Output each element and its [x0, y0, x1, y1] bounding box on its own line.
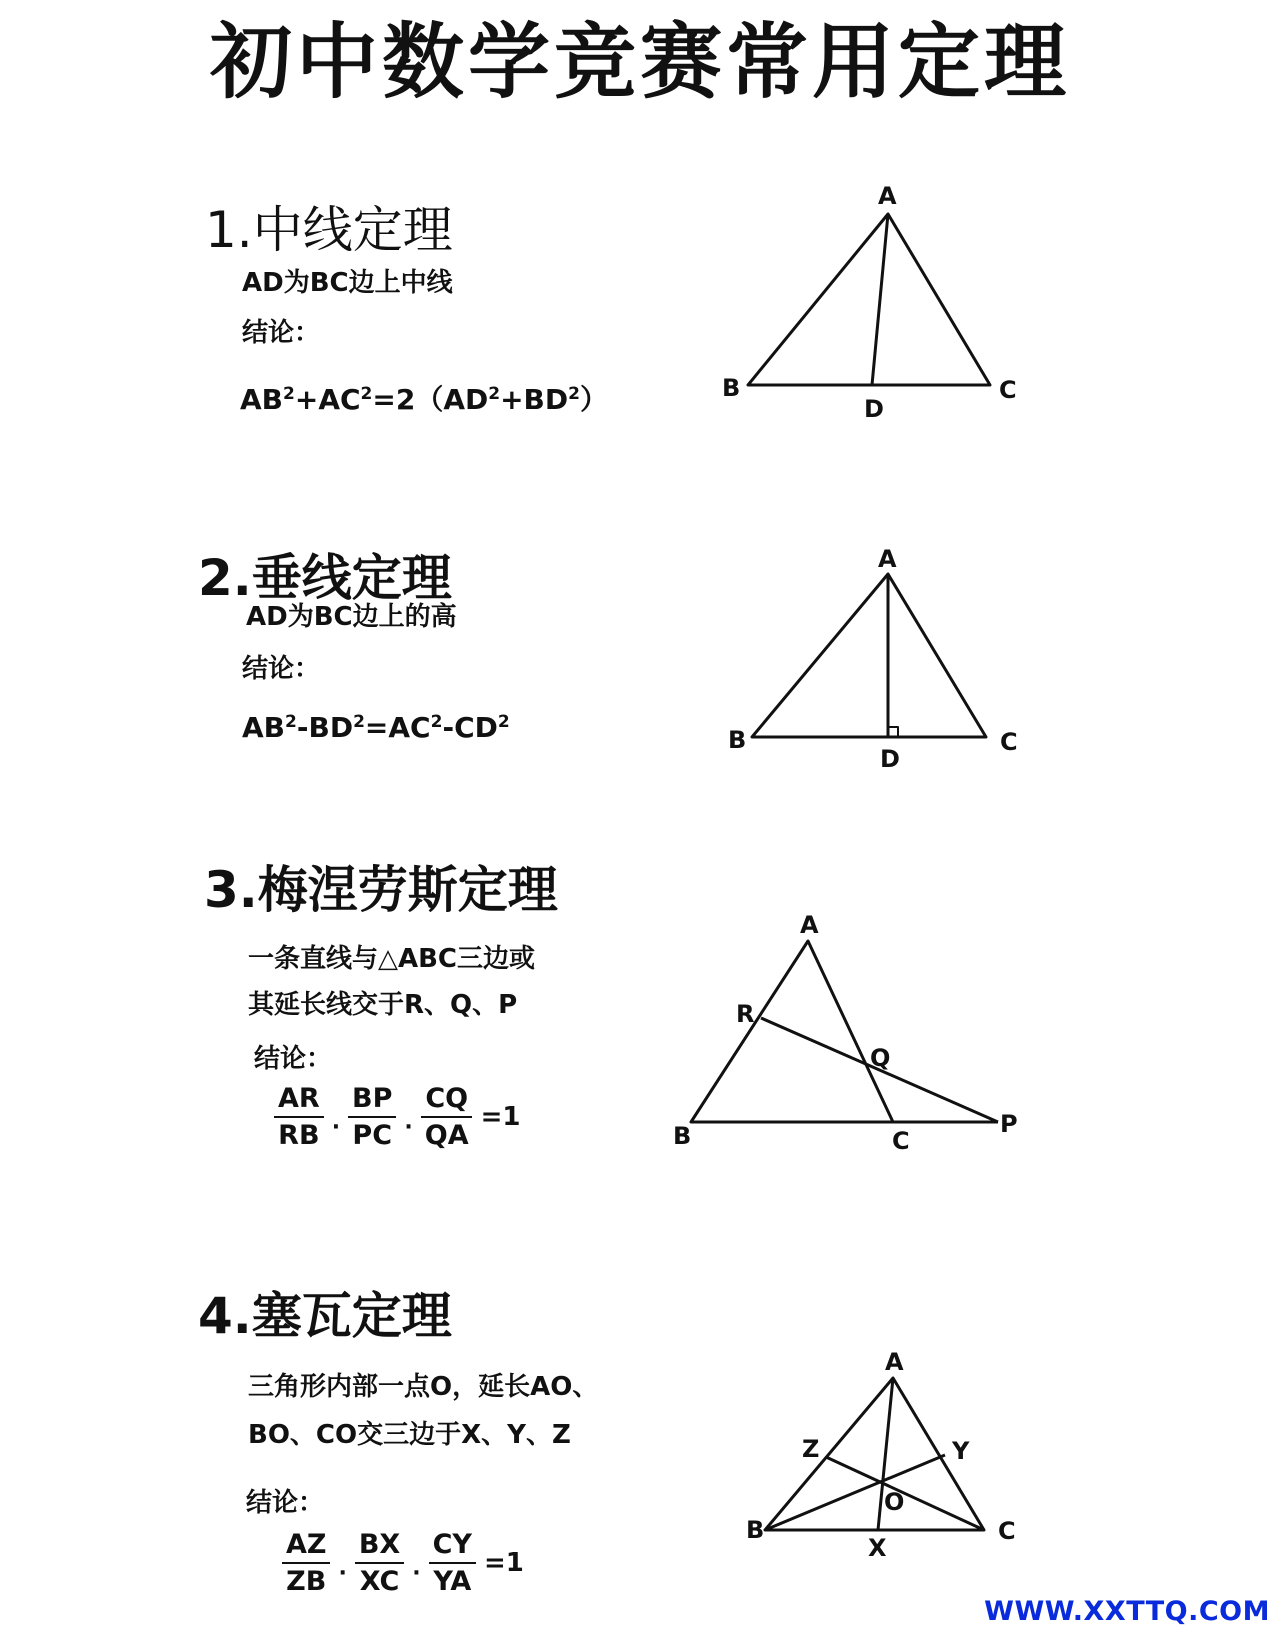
numerator: BX [355, 1528, 404, 1564]
multiply-dot: · [404, 1114, 413, 1140]
point-label-q: Q [870, 1044, 891, 1072]
formula-term: AB [242, 711, 286, 744]
watermark-url: WWW.XXTTQ.COM [984, 1596, 1270, 1627]
section-3-premise-line-2: 其延长线交于R、Q、P [248, 990, 518, 1020]
multiply-dot: · [338, 1560, 347, 1586]
figure-2-altitude-triangle [752, 574, 986, 737]
section-1-premise: AD为BC边上中线 [242, 268, 453, 298]
vertex-label-c: C [999, 376, 1017, 404]
denominator: ZB [286, 1566, 327, 1597]
vertex-label-a: A [800, 911, 819, 939]
point-label-d: D [880, 745, 900, 773]
section-2-premise: AD为BC边上的高 [246, 602, 457, 632]
formula-term: ） [579, 383, 608, 416]
vertex-label-a: A [878, 545, 897, 573]
multiply-dot: · [412, 1560, 421, 1586]
section-4-premise-line-1: 三角形内部一点O，延长AO、 [248, 1372, 599, 1402]
figure-1-median-triangle [748, 214, 990, 385]
section-1-conclusion-label: 结论： [242, 318, 321, 348]
formula-term: AB [240, 383, 284, 416]
vertex-label-c: C [892, 1127, 910, 1155]
square-exponent: 2 [285, 712, 297, 732]
formula-term: =AC [364, 711, 431, 744]
section-3-heading: 3.梅涅劳斯定理 [204, 861, 558, 919]
section-4-heading: 4.塞瓦定理 [198, 1287, 452, 1345]
formula-term: -BD [296, 711, 354, 744]
denominator: YA [433, 1566, 472, 1597]
denominator: PC [352, 1120, 393, 1151]
point-label-p: P [1000, 1110, 1018, 1138]
vertex-label-b: B [722, 374, 741, 402]
page-title: 初中数学竞赛常用定理 [209, 15, 1070, 110]
vertex-label-c: C [1000, 728, 1018, 756]
square-exponent: 2 [488, 384, 501, 404]
numerator: CY [429, 1528, 476, 1564]
denominator: XC [359, 1566, 400, 1597]
equals-one: =1 [483, 1548, 524, 1578]
section-4-premise-line-2: BO、CO交三边于X、Y、Z [248, 1420, 571, 1450]
point-label-o: O [884, 1488, 905, 1516]
numerator: AR [274, 1082, 324, 1118]
numerator: CQ [421, 1082, 472, 1118]
square-exponent: 2 [568, 384, 580, 404]
formula-term: -CD [442, 711, 498, 744]
point-label-d: D [864, 395, 884, 423]
point-label-r: R [736, 1000, 755, 1028]
section-4-conclusion-label: 结论： [246, 1488, 325, 1518]
square-exponent: 2 [430, 712, 443, 732]
square-exponent: 2 [497, 712, 510, 732]
section-1-heading: 1.中线定理 [205, 201, 453, 259]
triangle-abc [752, 574, 986, 737]
numerator: BP [348, 1082, 396, 1118]
formula-term: =2（AD [372, 383, 489, 416]
cevian-by [765, 1455, 945, 1530]
numerator: AZ [282, 1528, 330, 1564]
equals-one: =1 [480, 1102, 521, 1132]
section-3-premise-line-1: 一条直线与△ABC三边或 [248, 944, 536, 974]
vertex-label-b: B [746, 1516, 765, 1544]
point-label-z: Z [802, 1435, 820, 1463]
denominator: RB [278, 1120, 320, 1151]
formula-term: +AC [294, 383, 361, 416]
figure-3-menelaus-triangle [691, 941, 998, 1122]
vertex-label-a: A [885, 1348, 904, 1376]
vertex-label-a: A [878, 182, 897, 210]
section-3-conclusion-label: 结论： [254, 1044, 333, 1074]
vertex-label-c: C [998, 1517, 1016, 1545]
point-label-y: Y [952, 1437, 970, 1465]
square-exponent: 2 [360, 384, 373, 404]
section-2-conclusion-label: 结论： [242, 654, 321, 684]
square-exponent: 2 [353, 712, 365, 732]
section-2-heading: 2.垂线定理 [198, 549, 452, 607]
multiply-dot: · [331, 1114, 341, 1140]
formula-term: +BD [500, 383, 569, 416]
denominator: QA [424, 1120, 469, 1151]
vertex-label-b: B [728, 726, 747, 754]
square-exponent: 2 [283, 384, 295, 404]
triangle-abc [748, 214, 990, 385]
median-ad [872, 214, 888, 385]
point-label-x: X [868, 1534, 887, 1562]
vertex-label-b: B [673, 1122, 692, 1150]
